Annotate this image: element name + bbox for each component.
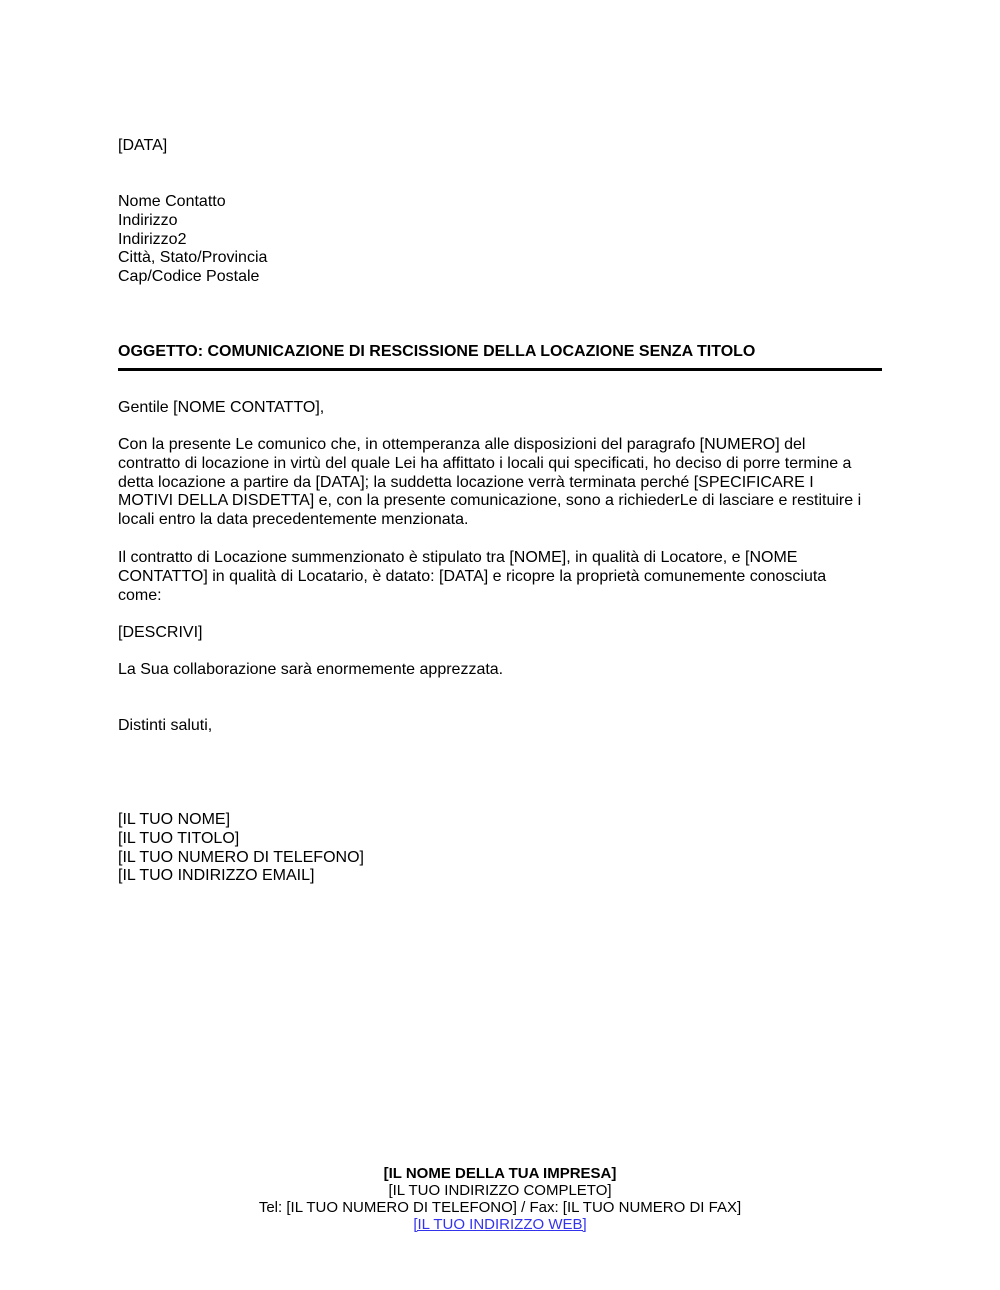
- appreciation-line: La Sua collaborazione sarà enormemente apprezzata.: [118, 661, 504, 678]
- signature-line: [IL TUO INDIRIZZO EMAIL]: [118, 867, 315, 885]
- company-name: [IL NOME DELLA TUA IMPRESA]: [383, 1165, 617, 1182]
- subject-heading: OGGETTO: COMUNICAZIONE DI RESCISSIONE DELLA LOCAZIONE SENZA TITOLO: [118, 343, 756, 360]
- text-line: locali entro la data precedentemente menzionata.: [118, 511, 469, 528]
- subject-divider: [118, 368, 882, 371]
- greeting: Gentile [NOME CONTATTO],: [118, 399, 325, 416]
- recipient-address: [118, 193, 267, 287]
- closing: Distinti saluti,: [118, 717, 213, 734]
- text-line: detta locazione a partire da [DATA]; la suddetta locazione verrà terminata perché [SPECIFICARE I: [118, 473, 814, 491]
- letterhead-footer: [0, 1165, 1000, 1233]
- recipient-line: Cap/Codice Postale: [118, 268, 260, 285]
- paragraph-2: [118, 549, 826, 605]
- signature-line: [IL TUO NOME]: [118, 811, 231, 828]
- text-line: MOTIVI DELLA DISDETTA] e, con la presente comunicazione, sono a richiederLe di lasciare e restituire i: [118, 492, 862, 510]
- recipient-line: Indirizzo2: [118, 230, 187, 248]
- recipient-line: Città, Stato/Provincia: [118, 249, 268, 267]
- text-line: CONTATTO] in qualità di Locatario, è datato: [DATA] e ricopre la proprietà comunemente conosciuta: [118, 567, 827, 585]
- signature-block: [118, 811, 364, 886]
- company-contacts: Tel: [IL TUO NUMERO DI TELEFONO] / Fax: [IL TUO NUMERO DI FAX]: [258, 1199, 742, 1216]
- recipient-line: Indirizzo: [118, 211, 178, 229]
- company-address: [IL TUO INDIRIZZO COMPLETO]: [388, 1182, 612, 1199]
- text-line: contratto di locazione in virtù del quale Lei ha affittato i locali qui specificati, ho deciso di porre termine a: [118, 454, 852, 472]
- recipient-line: Nome Contatto: [118, 193, 226, 210]
- signature-line: [IL TUO NUMERO DI TELEFONO]: [118, 848, 364, 866]
- letter-date: [DATA]: [118, 137, 168, 154]
- signature-line: [IL TUO TITOLO]: [118, 829, 240, 847]
- paragraph-1: [118, 436, 861, 530]
- description-placeholder: [DESCRIVI]: [118, 624, 203, 641]
- text-line: Con la presente Le comunico che, in ottemperanza alle disposizioni del paragrafo [NUMERO] del: [118, 436, 806, 453]
- company-website-link[interactable]: [IL TUO INDIRIZZO WEB]: [413, 1216, 587, 1233]
- text-line: Il contratto di Locazione summenzionato è stipulato tra [NOME], in qualità di Locatore, e [NOME: [118, 549, 798, 566]
- text-line: come:: [118, 586, 162, 604]
